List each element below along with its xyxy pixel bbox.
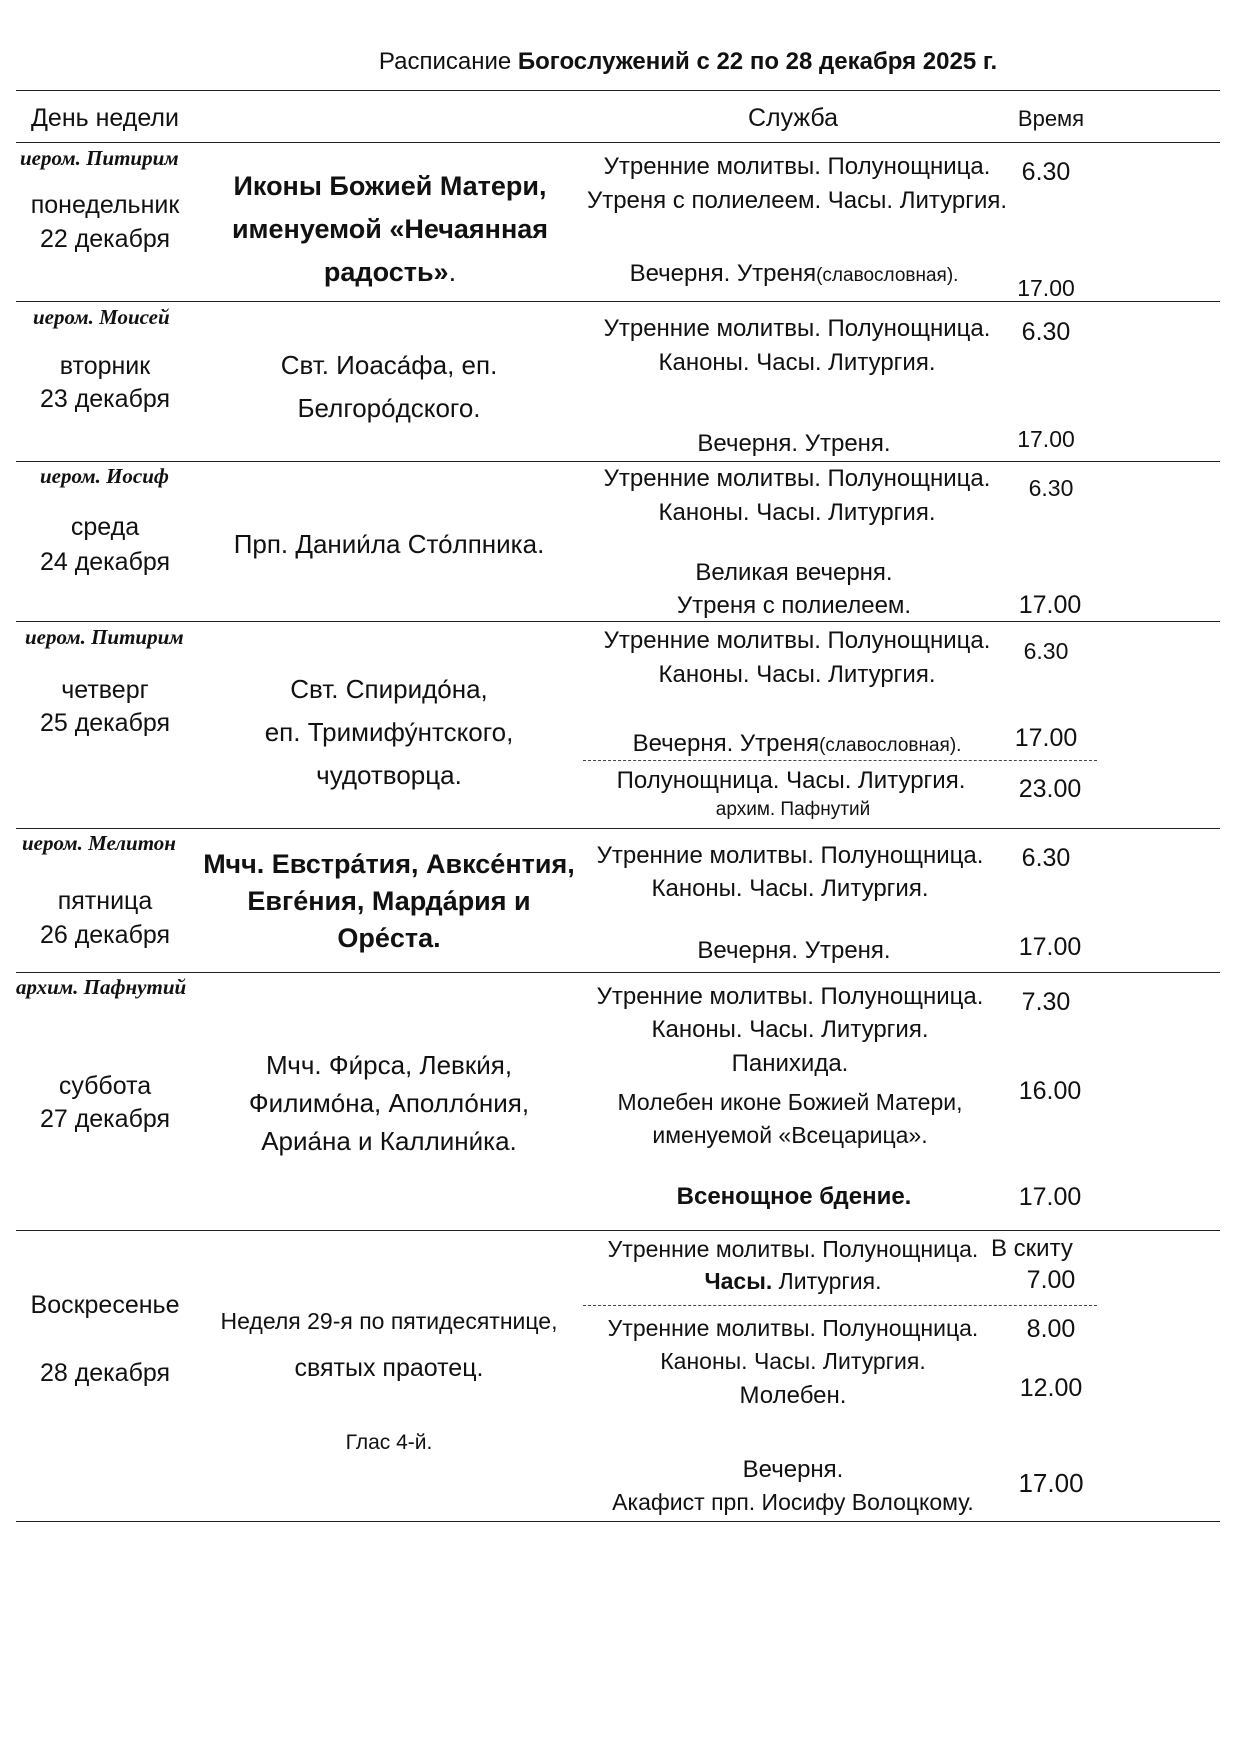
divider [16,828,1220,829]
service-text: Утренние молитвы. Полунощница. [603,465,991,492]
feast-line: Прп. Дании́ла Сто́лпника. [233,529,545,559]
priest-name: иером. Моисей [33,305,170,329]
priest-name: иером. Питирим [25,625,184,649]
divider [16,972,1220,973]
feast-title [209,668,569,797]
service-time: 17.00 [1017,275,1075,301]
place-text: В скиту [991,1235,1073,1262]
weekday: вторник [59,352,151,380]
feast-line: Неделя 29-я по пятидесятнице, [220,1308,558,1334]
service-text: именуемой «Всецарица». [652,1122,928,1148]
feast-tail: . [448,257,457,287]
feast-line: чудотворца. [316,760,462,790]
service-text: Вечерня. Утреня. [697,937,891,964]
service-text: Великая вечерня. [695,559,893,586]
date: 26 декабря [39,921,171,949]
service-text [633,730,962,758]
service-time: 17.00 [1017,426,1075,452]
service-text: Утреня с полиелеем. [676,592,912,619]
service-time: 16.00 [1018,1077,1082,1105]
service-time: 17.00 [1018,1468,1084,1498]
service-bold: Часы. [704,1268,773,1294]
service-text: Молебен иконе Божией Матери, [617,1089,963,1115]
weekday: Воскресенье [30,1291,180,1319]
service-time: 7.30 [1021,988,1071,1016]
service-time: 7.00 [1026,1266,1076,1294]
place-label [991,1235,1083,1263]
service-time: 17.00 [1018,933,1082,961]
service-celebrant: архим. Пафнутий [715,799,871,820]
service-text: Утренние молитвы. Полунощница. [603,153,991,180]
divider [16,301,1220,302]
priest-name: иером. Мелитон [22,831,176,855]
date: 22 декабря [39,225,171,253]
service-text: Утренние молитвы. Полунощница. [607,1315,979,1341]
dashed-divider [583,1305,1097,1306]
service-text: Акафист прп. Иосифу Волоцкому. [612,1489,974,1515]
service-time: 6.30 [1021,158,1071,186]
service-time: 17.00 [1018,591,1082,619]
service-text: Утренние молитвы. Полунощница. [603,627,991,654]
service-main: Вечерня. Утреня [632,730,820,757]
service-rest: Литургия. [772,1268,882,1294]
date: 25 декабря [39,709,171,737]
feast-line: Иконы Божией Матери, [233,171,547,201]
divider [16,1521,1220,1522]
priest-name: иером. Питирим [20,146,179,170]
service-main: Вечерня. Утреня [629,260,817,287]
service-text: Утренние молитвы. Полунощница. [596,842,984,869]
service-text: Каноны. Часы. Литургия. [658,499,936,526]
feast-title [189,846,589,957]
service-text: Утренние молитвы. Полунощница. [596,983,984,1010]
feast-line: именуемой «Нечаянная [231,214,549,244]
service-text: Вечерня. [742,1456,844,1483]
service-text: Каноны. Часы. Литургия. [660,1348,926,1374]
service-time: 6.30 [1023,638,1069,664]
title-prefix: Расписание [378,48,518,75]
feast-line: Мчч. Евстра́тия, Авксе́нтия, [203,849,575,879]
date: 24 декабря [39,548,171,576]
service-text: Полунощница. Часы. Литургия. [616,767,966,794]
service-text [630,260,959,288]
feast-line: Белгоро́дского. [297,393,481,423]
page-title [379,48,997,76]
feast-line: Свт. Спиридо́на, [290,674,488,704]
feast-line: святых праотец. [294,1354,484,1382]
feast-line: Свт. Иоаса́фа, еп. [280,350,498,380]
feast-title [189,1046,589,1160]
date: 28 декабря [39,1359,171,1387]
service-text: Вечерня. Утреня. [697,430,891,457]
service-text: Утренние молитвы. Полунощница. [607,1236,979,1262]
service-time: 12.00 [1019,1374,1083,1402]
service-time: 17.00 [1018,1183,1082,1211]
feast-line: Евге́ния, Марда́рия и [247,886,531,916]
weekday: пятница [57,887,153,915]
weekday: суббота [58,1072,152,1100]
divider [16,142,1220,143]
divider [16,621,1220,622]
divider [16,90,1220,91]
service-text: Каноны. Часы. Литургия. [651,875,929,902]
service-time: 6.30 [1021,844,1071,872]
service-note: (славословная). [819,735,962,756]
service-time: 8.00 [1026,1315,1076,1343]
feast-line: еп. Тримифу́нтского, [264,717,514,747]
priest-name: иером. Иосиф [40,464,169,488]
feast-title [209,344,569,430]
service-text: Панихида. [731,1050,849,1077]
divider [16,461,1220,462]
header-service: Служба [747,104,839,132]
weekday: понедельник [30,191,180,219]
feast-line: Филимо́на, Аполло́ния, [248,1088,530,1118]
date: 23 декабря [39,385,171,413]
divider [16,1230,1220,1231]
feast-line: Ариа́на и Каллини́ка. [261,1126,517,1156]
service-note: (славословная). [816,265,959,286]
service-text: Каноны. Часы. Литургия. [658,661,936,688]
feast-title [210,165,570,294]
header-day: День недели [31,104,179,132]
priest-name: архим. Пафнутий [16,975,187,999]
service-text [704,1268,881,1295]
service-text: Всенощное бдение. [676,1183,912,1210]
feast-line: Мчч. Фи́рса, Левки́я, [265,1050,513,1080]
header-time: Время [1017,106,1085,131]
service-text: Молебен. [739,1382,847,1409]
dashed-divider [583,760,1097,761]
service-time: 23.00 [1018,775,1082,803]
date: 27 декабря [39,1105,171,1133]
weekday: четверг [61,676,149,704]
tone-label: Глас 4-й. [345,1431,433,1454]
service-time: 6.30 [1028,475,1074,501]
feast-line: радость» [323,257,449,287]
feast-title [179,523,599,566]
feast-line: Оре́ста. [337,923,441,953]
service-time: 17.00 [1014,724,1078,752]
title-bold: Богослужений с 22 по 28 декабря 2025 г. [517,48,998,75]
service-text: Утреня с полиелеем. Часы. Литургия. [586,187,1008,214]
service-text: Каноны. Часы. Литургия. [651,1016,929,1043]
service-text: Каноны. Часы. Литургия. [658,349,936,376]
service-time: 6.30 [1021,318,1071,346]
service-text: Утренние молитвы. Полунощница. [603,315,991,342]
weekday: среда [70,513,140,541]
